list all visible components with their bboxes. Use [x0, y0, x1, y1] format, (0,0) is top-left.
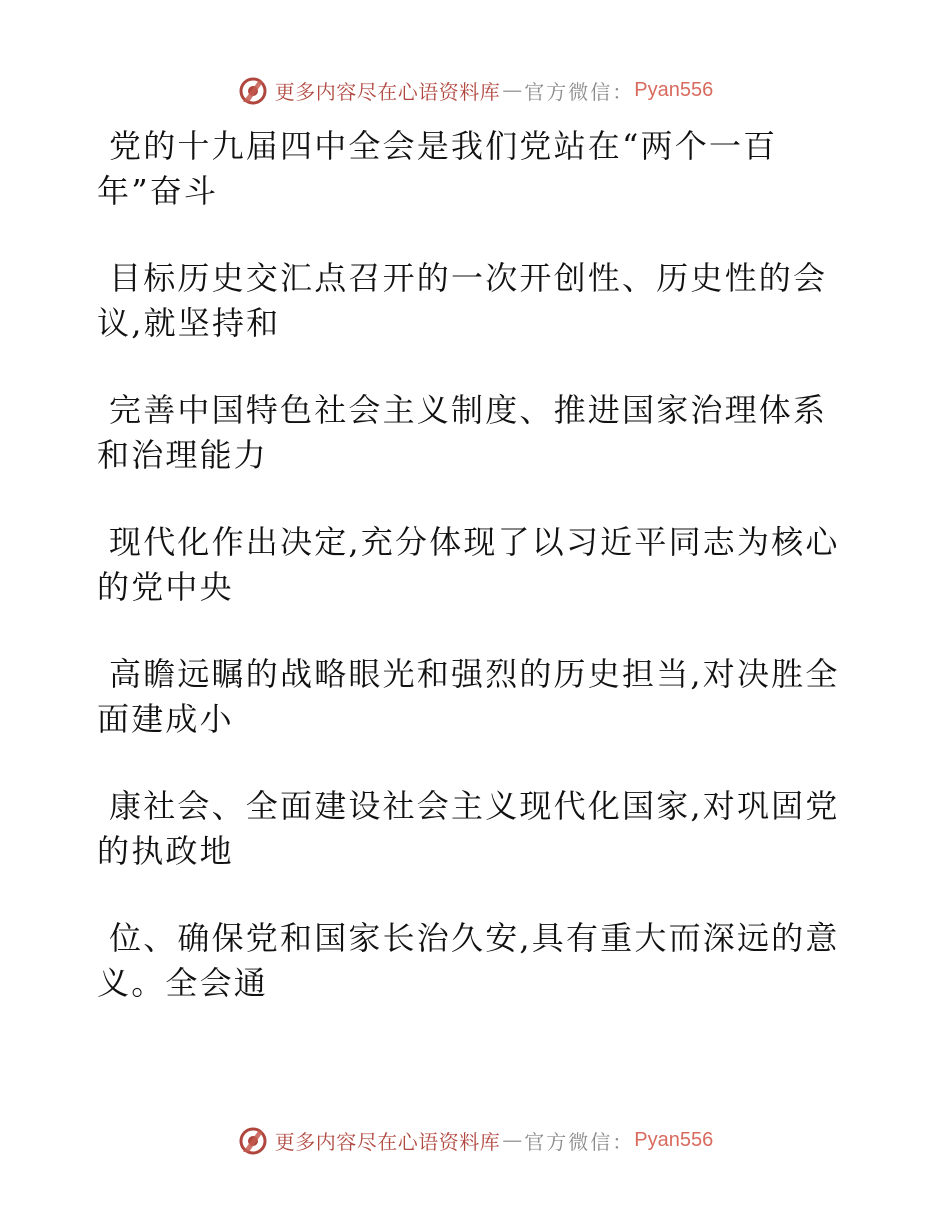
- watermark-brand-text: 更多内容尽在心语资料库: [274, 79, 501, 104]
- paragraph-line: 党的十九届四中全会是我们党站在“两个一百: [109, 127, 778, 165]
- paragraph-line: 康社会、全面建设社会主义现代化国家,对巩固党: [109, 787, 840, 825]
- footer-watermark: [0, 1120, 950, 1160]
- quill-seal-icon: [237, 1124, 269, 1156]
- paragraph: [97, 652, 857, 742]
- paragraph-line: 完善中国特色社会主义制度、推进国家治理体系: [109, 391, 828, 429]
- paragraph-line: 高瞻远瞩的战略眼光和强烈的历史担当,对决胜全: [109, 655, 840, 693]
- paragraph-line: 的党中央: [97, 568, 234, 606]
- paragraph-line: 面建成小: [97, 700, 234, 738]
- paragraph: [97, 520, 857, 610]
- paragraph-line: 议,就坚持和: [97, 304, 281, 342]
- paragraph-line: 的执政地: [97, 832, 234, 870]
- paragraph: [97, 388, 857, 478]
- paragraph-line: 年”奋斗: [97, 172, 219, 210]
- paragraph-line: 位、确保党和国家长治久安,具有重大而深远的意: [109, 919, 840, 957]
- paragraph-line: 现代化作出决定,充分体现了以习近平同志为核心: [109, 523, 840, 561]
- watermark-dash: —: [502, 1128, 523, 1152]
- paragraph: [97, 916, 857, 1006]
- quill-seal-icon: [237, 74, 269, 106]
- paragraph: [97, 124, 857, 214]
- paragraph-line: 目标历史交汇点召开的一次开创性、历史性的会: [109, 259, 828, 297]
- watermark-wechat-id: Pyan556: [634, 78, 714, 101]
- paragraph-line: 义。全会通: [97, 964, 269, 1002]
- watermark-wechat-label: 官方微信：: [524, 1129, 635, 1154]
- paragraph: [97, 256, 857, 346]
- watermark-brand-text: 更多内容尽在心语资料库: [274, 1129, 501, 1154]
- paragraph-line: 和治理能力: [97, 436, 269, 474]
- watermark-dash: —: [502, 78, 523, 102]
- watermark-wechat-id: Pyan556: [634, 1128, 714, 1151]
- watermark-wechat-label: 官方微信：: [524, 79, 635, 104]
- header-watermark: [0, 70, 950, 110]
- paragraph: [97, 784, 857, 874]
